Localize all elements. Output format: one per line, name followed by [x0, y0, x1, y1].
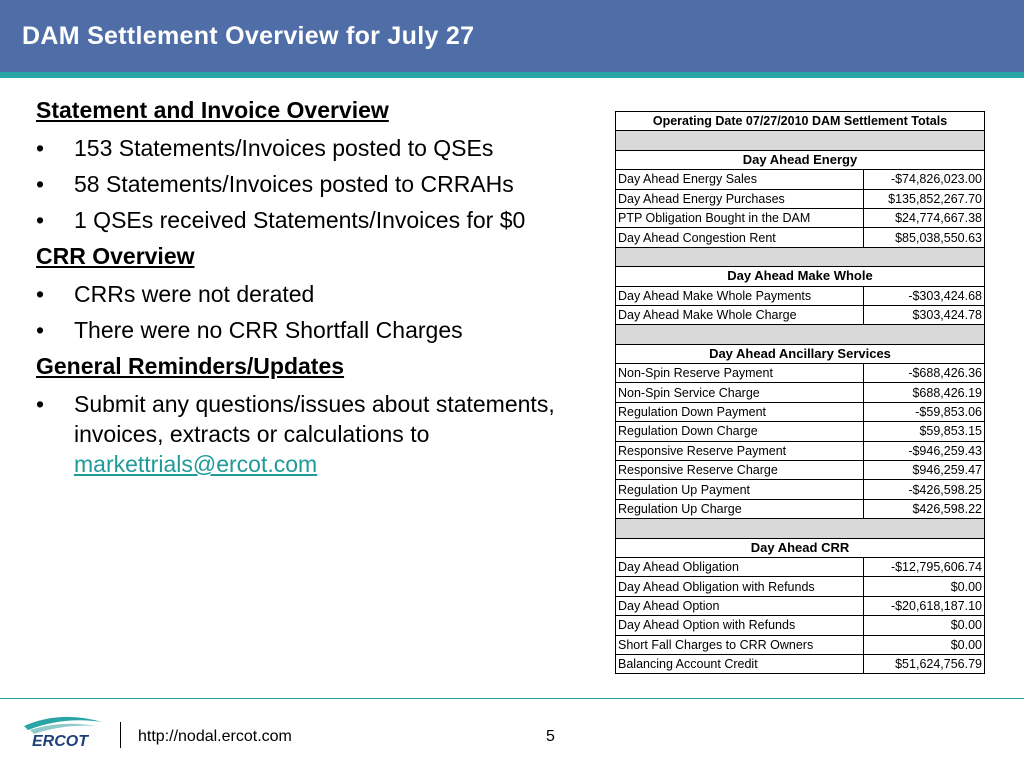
section-row [616, 267, 985, 286]
row-value: -$426,598.25 [864, 480, 985, 499]
table-header-row [616, 112, 985, 131]
table-row [616, 189, 985, 208]
row-value: -$74,826,023.00 [864, 170, 985, 189]
row-label: Day Ahead Make Whole Charge [616, 305, 864, 324]
spacer-row [616, 325, 985, 344]
bullet-item: • 153 Statements/Invoices posted to QSEs [36, 135, 494, 161]
section-row [616, 150, 985, 169]
section-row [616, 538, 985, 557]
row-label: PTP Obligation Bought in the DAM [616, 208, 864, 227]
row-label: Day Ahead Obligation [616, 557, 864, 576]
table-row [616, 480, 985, 499]
row-label: Balancing Account Credit [616, 654, 864, 673]
table-row [616, 635, 985, 654]
footer-divider [0, 698, 1024, 699]
table-row [616, 383, 985, 402]
settlement-totals-table [615, 111, 985, 674]
row-label: Short Fall Charges to CRR Owners [616, 635, 864, 654]
section-title: Day Ahead Make Whole [616, 267, 985, 286]
row-value: $51,624,756.79 [864, 654, 985, 673]
table-row [616, 557, 985, 576]
row-value: $85,038,550.63 [864, 228, 985, 247]
section-heading-crr: CRR Overview [36, 243, 195, 269]
row-value: $0.00 [864, 635, 985, 654]
table-row [616, 208, 985, 227]
spacer-row [616, 247, 985, 266]
table-row [616, 364, 985, 383]
spacer-row [616, 519, 985, 538]
row-label: Responsive Reserve Charge [616, 461, 864, 480]
row-label: Day Ahead Obligation with Refunds [616, 577, 864, 596]
spacer-row [616, 131, 985, 150]
spacer-cell [616, 325, 985, 344]
row-value: $946,259.47 [864, 461, 985, 480]
bullet-item: • CRRs were not derated [36, 281, 315, 307]
bullet-item: • 1 QSEs received Statements/Invoices for $0 [36, 207, 526, 233]
table-row [616, 499, 985, 518]
row-label: Day Ahead Option with Refunds [616, 616, 864, 635]
row-label: Regulation Up Charge [616, 499, 864, 518]
row-value: $135,852,267.70 [864, 189, 985, 208]
spacer-cell [616, 247, 985, 266]
section-title: Day Ahead Ancillary Services [616, 344, 985, 363]
table-row [616, 286, 985, 305]
row-value: $0.00 [864, 616, 985, 635]
row-label: Regulation Up Payment [616, 480, 864, 499]
table-row [616, 461, 985, 480]
row-label: Responsive Reserve Payment [616, 441, 864, 460]
row-value: $688,426.19 [864, 383, 985, 402]
row-label: Non-Spin Service Charge [616, 383, 864, 402]
bullet-item: • 58 Statements/Invoices posted to CRRAHs [36, 171, 514, 197]
table-row [616, 422, 985, 441]
row-value: $24,774,667.38 [864, 208, 985, 227]
row-label: Day Ahead Option [616, 596, 864, 615]
row-value: -$688,426.36 [864, 364, 985, 383]
table-row [616, 654, 985, 673]
email-link[interactable]: markettrials@ercot.com [74, 451, 318, 477]
overview-text [36, 92, 596, 479]
section-title: Day Ahead Energy [616, 150, 985, 169]
row-label: Regulation Down Payment [616, 402, 864, 421]
spacer-cell [616, 131, 985, 150]
table-row [616, 577, 985, 596]
table-row [616, 441, 985, 460]
row-label: Regulation Down Charge [616, 422, 864, 441]
spacer-cell [616, 519, 985, 538]
row-label: Day Ahead Make Whole Payments [616, 286, 864, 305]
ercot-logo [20, 712, 106, 752]
table-row [616, 170, 985, 189]
table-row [616, 596, 985, 615]
row-label: Day Ahead Energy Purchases [616, 189, 864, 208]
row-value: -$59,853.06 [864, 402, 985, 421]
table-row [616, 402, 985, 421]
row-value: -$12,795,606.74 [864, 557, 985, 576]
row-value: $426,598.22 [864, 499, 985, 518]
title-accent-line [0, 72, 1024, 78]
table-row [616, 228, 985, 247]
slide-title: DAM Settlement Overview for July 27 [22, 22, 475, 50]
title-bar [0, 0, 1024, 72]
section-row [616, 344, 985, 363]
footer-url[interactable]: http://nodal.ercot.com [138, 728, 292, 745]
row-value: -$946,259.43 [864, 441, 985, 460]
table-row [616, 616, 985, 635]
row-value: $59,853.15 [864, 422, 985, 441]
bullet-item: • Submit any questions/issues about statements, invoices, extracts or calculations to markettrials@ercot.com [36, 391, 555, 477]
svg-text:ERCOT: ERCOT [32, 733, 88, 750]
row-label: Day Ahead Energy Sales [616, 170, 864, 189]
row-label: Day Ahead Congestion Rent [616, 228, 864, 247]
table-header: Operating Date 07/27/2010 DAM Settlement Totals [616, 112, 985, 131]
table-row [616, 305, 985, 324]
page-number: 5 [546, 728, 555, 745]
row-value: -$303,424.68 [864, 286, 985, 305]
section-heading-reminders: General Reminders/Updates [36, 353, 345, 379]
row-value: $303,424.78 [864, 305, 985, 324]
footer-separator [120, 722, 121, 748]
bullet-item: • There were no CRR Shortfall Charges [36, 317, 463, 343]
section-title: Day Ahead CRR [616, 538, 985, 557]
section-heading-statements: Statement and Invoice Overview [36, 97, 389, 123]
row-value: $0.00 [864, 577, 985, 596]
row-value: -$20,618,187.10 [864, 596, 985, 615]
row-label: Non-Spin Reserve Payment [616, 364, 864, 383]
